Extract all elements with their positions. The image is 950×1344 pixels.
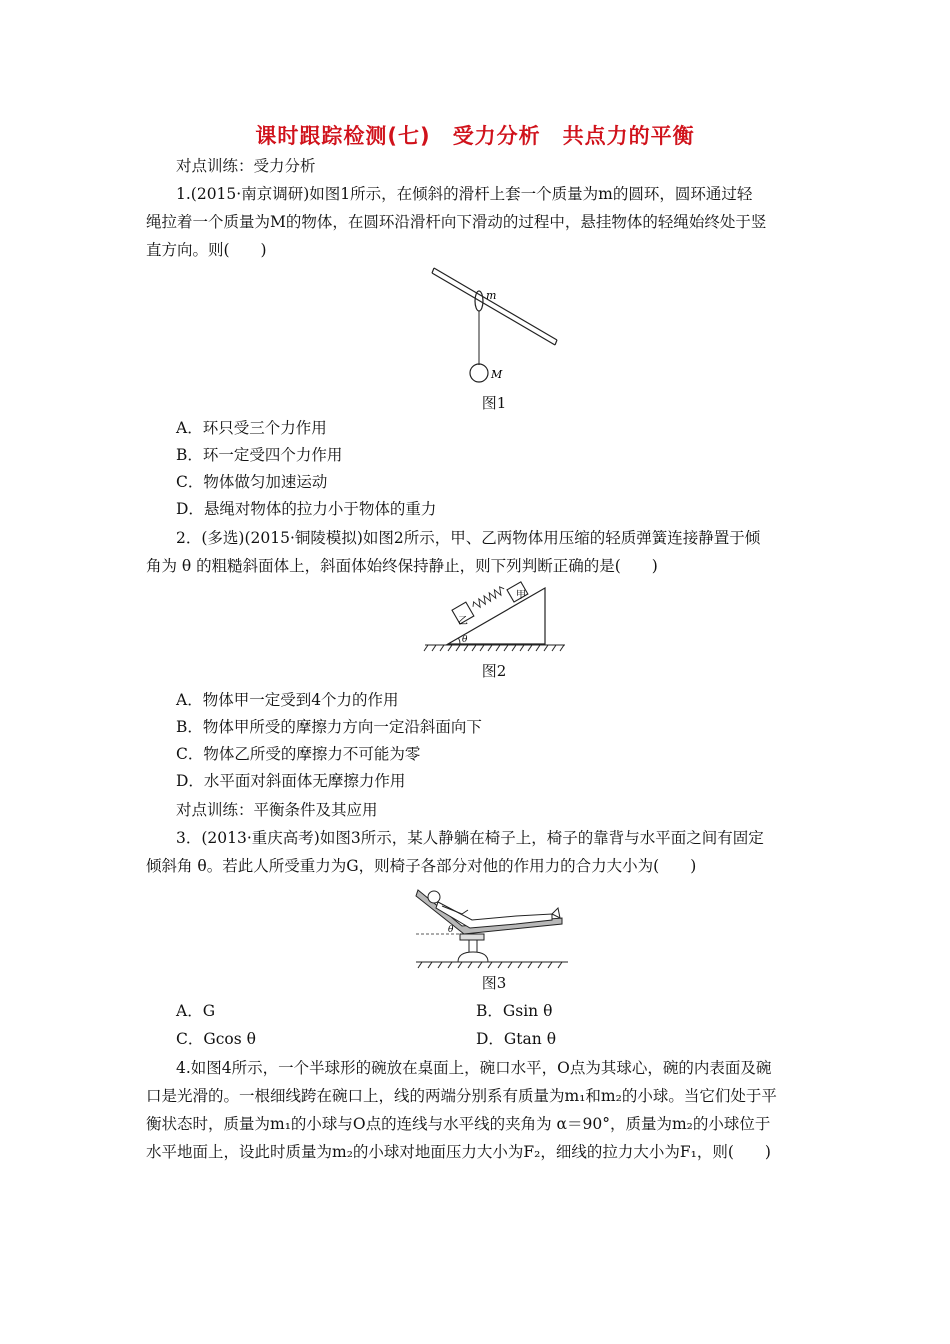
figure-1-caption: 图1 [481, 394, 507, 412]
section-heading-equilibrium: 对点训练：平衡条件及其应用 [176, 801, 378, 819]
q3-line-1: 3．(2013·重庆高考)如图3所示，某人静躺在椅子上，椅子的靠背与水平面之间有固定 [176, 829, 764, 847]
ground-hatching [424, 645, 565, 651]
q2-option-a: A．物体甲一定受到4个力的作用 [176, 691, 399, 709]
label-theta: θ [462, 635, 468, 645]
figure-3-caption: 图3 [481, 974, 507, 992]
angle-arc [459, 638, 461, 644]
q1-line-2: 绳拉着一个质量为M的物体，在圆环沿滑杆向下滑动的过程中，悬挂物体的轻绳始终处于竖 [146, 213, 767, 231]
figure-2-incline-springs [420, 582, 570, 657]
q2-option-b: B．物体甲所受的摩擦力方向一定沿斜面向下 [176, 718, 482, 736]
q1-option-b: B．环一定受四个力作用 [176, 446, 343, 464]
page-title: 课时跟踪检测(七) 受力分析 共点力的平衡 [255, 124, 695, 148]
ground-hatching [416, 962, 568, 968]
figure-2-caption: 图2 [481, 662, 507, 680]
q3-option-c: C．Gcos θ [176, 1030, 256, 1048]
hanging-object [470, 364, 488, 382]
q1-option-d: D．悬绳对物体的拉力小于物体的重力 [176, 500, 437, 518]
inclined-rod [432, 268, 557, 345]
q4-line-3: 衡状态时，质量为m₁的小球与O点的连线与水平线的夹角为 α＝90°，质量为m₂的小球位于 [146, 1115, 771, 1133]
q2-line-1: 2．(多选)(2015·铜陵模拟)如图2所示，甲、乙两物体用压缩的轻质弹簧连接静置于倾 [176, 529, 761, 547]
q1-line-1: 1.(2015·南京调研)如图1所示，在倾斜的滑杆上套一个质量为m的圆环，圆环通过轻 [176, 185, 753, 203]
q2-line-2: 角为 θ 的粗糙斜面体上，斜面体始终保持静止，则下列判断正确的是( ) [146, 557, 658, 575]
q3-option-b: B．Gsin θ [476, 1002, 553, 1020]
label-M: M [491, 368, 503, 381]
label-yi: 乙 [458, 616, 468, 627]
q4-line-1: 4.如图4所示，一个半球形的碗放在桌面上，碗口水平，O点为其球心，碗的内表面及碗 [176, 1059, 772, 1077]
spring [471, 585, 506, 610]
q3-option-d: D．Gtan θ [476, 1030, 557, 1048]
q1-option-a: A．环只受三个力作用 [176, 419, 327, 437]
label-theta: θ [448, 925, 454, 935]
q3-line-2: 倾斜角 θ。若此人所受重力为G，则椅子各部分对他的作用力的合力大小为( ) [146, 857, 697, 875]
q4-line-2: 口是光滑的。一根细线跨在碗口上，线的两端分别系有质量为m₁和m₂的小球。当它们处于平 [146, 1087, 777, 1105]
figure-3-reclining-person [412, 880, 572, 970]
q3-option-a: A．G [176, 1002, 216, 1020]
q2-option-d: D．水平面对斜面体无摩擦力作用 [176, 772, 406, 790]
label-m: m [486, 289, 497, 302]
q4-line-4: 水平地面上，设此时质量为m₂的小球对地面压力大小为F₂，细线的拉力大小为F₁，则( ) [146, 1143, 771, 1161]
label-jia: 甲 [516, 590, 526, 601]
figure-1-sliding-ring [420, 265, 570, 390]
q2-option-c: C．物体乙所受的摩擦力不可能为零 [176, 745, 421, 763]
section-heading-force-analysis: 对点训练：受力分析 [176, 157, 316, 175]
q1-line-3: 直方向。则( ) [146, 241, 267, 259]
q1-option-c: C．物体做匀加速运动 [176, 473, 328, 491]
